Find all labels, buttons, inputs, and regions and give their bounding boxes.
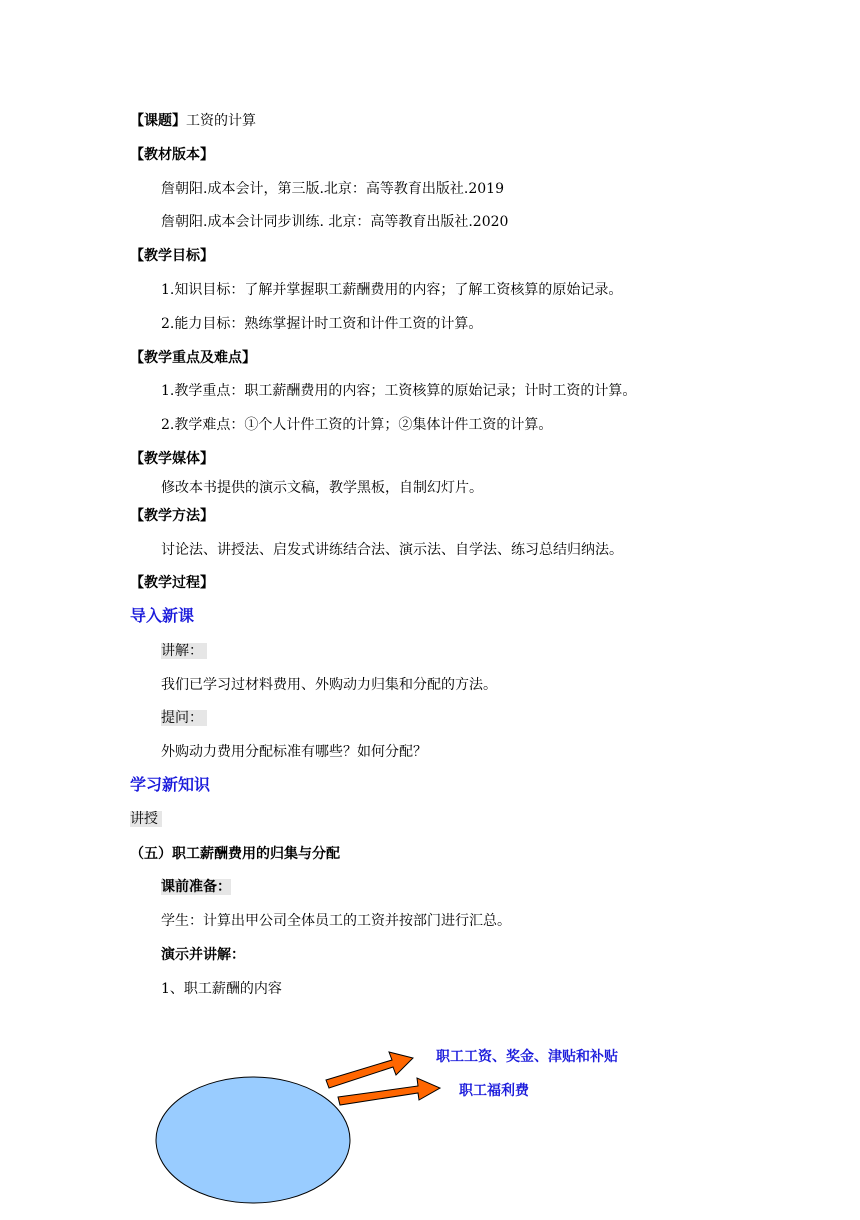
topic-label: 【课题】: [130, 113, 186, 129]
lecture-line: [130, 809, 162, 829]
item-1: 1、职工薪酬的内容: [161, 981, 282, 997]
keypoint-1: 1.教学重点：职工薪酬费用的内容；工资核算的原始记录；计时工资的计算。: [161, 383, 637, 399]
keypoints-label: 【教学重点及难点】: [130, 350, 256, 366]
goals-label: 【教学目标】: [130, 248, 214, 264]
diagram-label-welfare: 职工福利费: [459, 1083, 529, 1099]
prep-text: 学生：计算出甲公司全体员工的工资并按部门进行汇总。: [161, 913, 511, 929]
edition-label: 【教材版本】: [130, 147, 214, 163]
demo-label: 演示并讲解：: [161, 947, 245, 963]
prep-line: [161, 877, 231, 897]
new-knowledge-heading: 学习新知识: [130, 775, 211, 794]
question-text: 外购动力费用分配标准有哪些？如何分配？: [161, 744, 427, 760]
topic-value: 工资的计算: [186, 113, 256, 129]
prep-label: 课前准备：: [161, 879, 231, 895]
media-label: 【教学媒体】: [130, 451, 214, 467]
explain-line: [161, 641, 207, 661]
explain-label: 讲解：: [161, 643, 207, 659]
lecture-label: 讲授: [130, 811, 162, 827]
method-text: 讨论法、讲授法、启发式讲练结合法、演示法、自学法、练习总结归纳法。: [161, 542, 623, 558]
media-text: 修改本书提供的演示文稿，教学黑板，自制幻灯片。: [161, 480, 483, 496]
center-ellipse: [156, 1077, 350, 1203]
salary-diagram: [0, 1030, 860, 1216]
topic-line: [130, 111, 256, 131]
arrow-2: [338, 1078, 440, 1105]
keypoint-2: 2.教学难点：①个人计件工资的计算；②集体计件工资的计算。: [161, 417, 553, 433]
intro-heading: 导入新课: [130, 606, 195, 625]
goal-1: 1.知识目标：了解并掌握职工薪酬费用的内容；了解工资核算的原始记录。: [161, 282, 623, 298]
diagram-label-wages: 职工工资、奖金、津贴和补贴: [436, 1049, 618, 1065]
arrow-1: [326, 1052, 413, 1088]
question-line: [161, 708, 207, 728]
question-label: 提问：: [161, 710, 207, 726]
edition-1: 詹朝阳.成本会计，第三版.北京：高等教育出版社.2019: [161, 181, 504, 197]
diagram-canvas: [0, 1030, 860, 1216]
method-label: 【教学方法】: [130, 508, 214, 524]
process-label: 【教学过程】: [130, 575, 214, 591]
goal-2: 2.能力目标：熟练掌握计时工资和计件工资的计算。: [161, 316, 483, 332]
explain-text: 我们已学习过材料费用、外购动力归集和分配的方法。: [161, 677, 497, 693]
subsection-title: （五）职工薪酬费用的归集与分配: [130, 846, 340, 862]
edition-2: 詹朝阳.成本会计同步训练. 北京：高等教育出版社.2020: [161, 214, 509, 230]
